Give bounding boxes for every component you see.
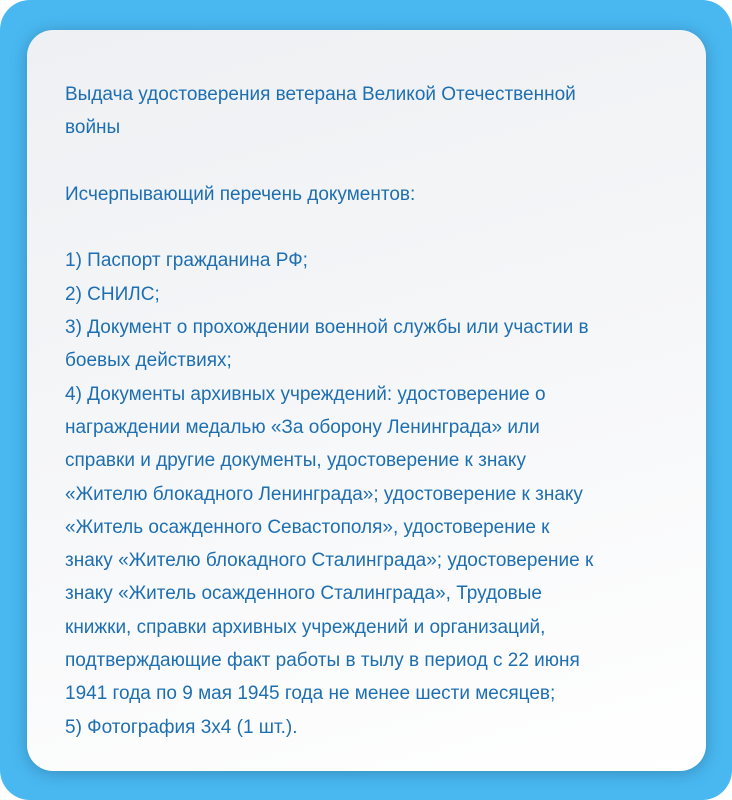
intro-text: Исчерпывающий перечень документов: xyxy=(65,183,416,205)
document-line: награждении медалью «За оборону Ленинграда» или xyxy=(65,416,540,438)
document-line: 1) Паспорт гражданина РФ; xyxy=(65,250,308,272)
document-line: справки и другие документы, удостоверение к знаку xyxy=(65,450,526,472)
title-line: Выдача удостоверения ветерана Великой Отечественной xyxy=(65,84,576,105)
spacer xyxy=(65,145,665,178)
document-line: 5) Фотография 3х4 (1 шт.). xyxy=(65,716,298,738)
document-line: «Житель осажденного Севастополя», удостоверение к xyxy=(65,516,550,538)
document-line: 4) Документы архивных учреждений: удостоверение о xyxy=(65,383,546,405)
document-line: 1941 года по 9 мая 1945 года не менее шести месяцев; xyxy=(65,683,556,705)
document-line: подтверждающие факт работы в тылу в период с 22 июня xyxy=(65,650,580,672)
spacer xyxy=(65,211,665,244)
document-line: боевых действиях; xyxy=(65,350,232,372)
document-line: книжки, справки архивных учреждений и организаций, xyxy=(65,616,546,638)
document-card xyxy=(27,30,706,771)
document-line: 2) СНИЛС; xyxy=(65,283,160,305)
document-line: знаку «Жителю блокадного Сталинграда»; удостоверение к xyxy=(65,550,594,572)
document-line: 3) Документ о прохождении военной службы или участии в xyxy=(65,317,589,339)
document-text xyxy=(65,78,665,744)
title-line: войны xyxy=(65,117,121,139)
document-line: «Жителю блокадного Ленинграда»; удостоверение к знаку xyxy=(65,483,583,505)
document-line: знаку «Житель осажденного Сталинграда», Трудовые xyxy=(65,583,542,605)
